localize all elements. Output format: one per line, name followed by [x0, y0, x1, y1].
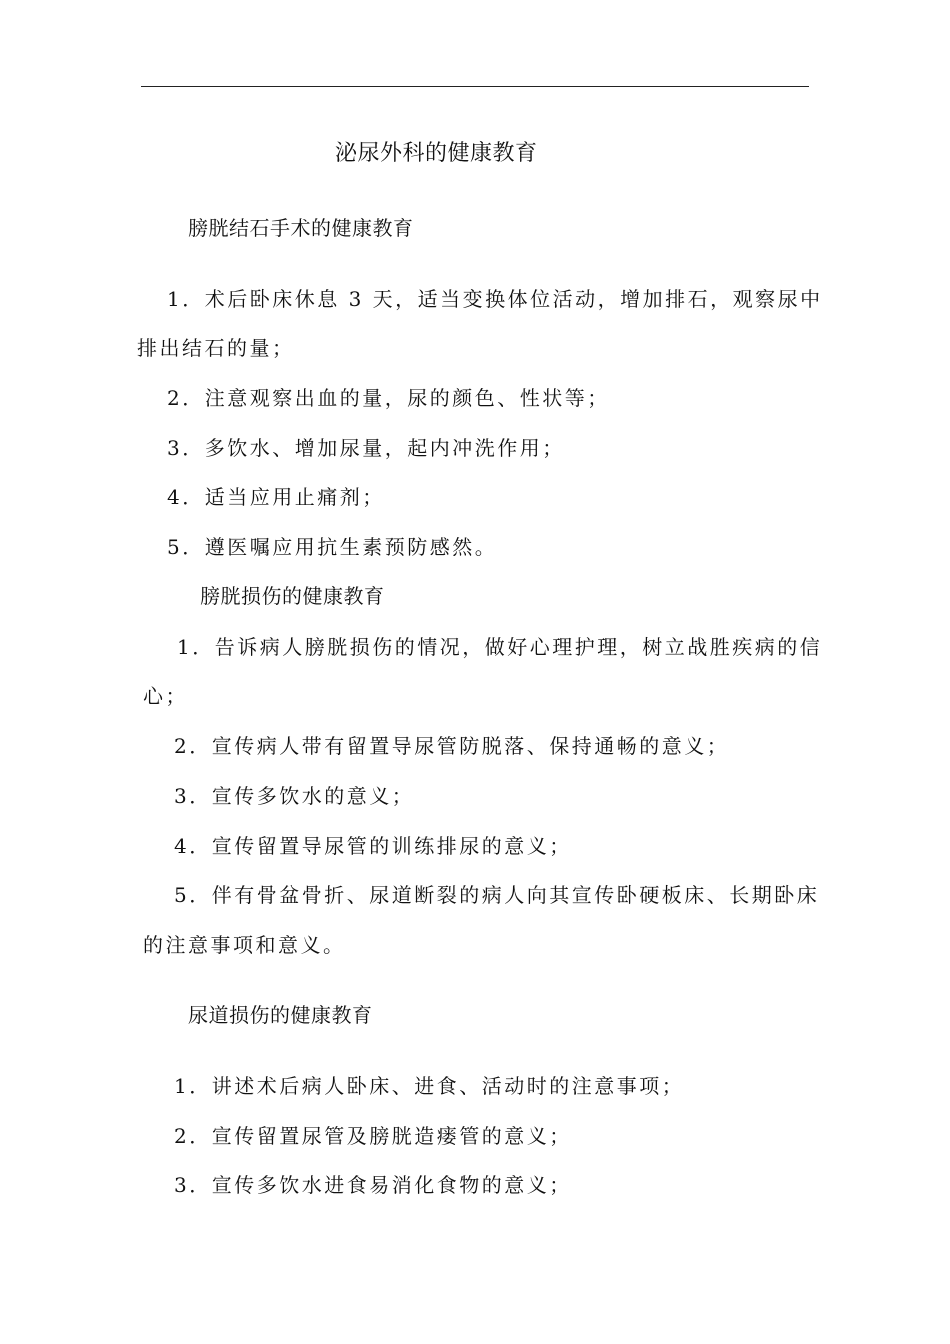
header-rule: [141, 86, 809, 87]
section-heading-urethral-injury: 尿道损伤的健康教育: [188, 1003, 373, 1027]
item-number: 4．: [167, 485, 205, 509]
list-item-continuation: 心；: [143, 684, 188, 708]
item-number: 3．: [174, 784, 212, 808]
item-number: 4．: [174, 834, 212, 858]
item-text: 宣传留置尿管及膀胱造瘘管的意义；: [211, 1124, 572, 1148]
list-item: [167, 386, 610, 410]
item-number: 5．: [174, 883, 212, 907]
list-item: [177, 635, 822, 659]
list-item-continuation: 排出结石的量；: [137, 336, 295, 360]
item-text: 适当应用止痛剂；: [204, 485, 385, 509]
item-text: 宣传多饮水进食易消化食物的意义；: [211, 1173, 572, 1197]
item-number: 1．: [174, 1074, 212, 1098]
item-number: 2．: [174, 734, 212, 758]
list-item: [167, 535, 497, 559]
document-title: 泌尿外科的健康教育: [335, 141, 538, 166]
item-number: 2．: [167, 386, 205, 410]
item-number: 5．: [167, 535, 205, 559]
item-text: 讲述术后病人卧床、进食、活动时的注意事项；: [211, 1074, 685, 1098]
section-heading-bladder-stone: 膀胱结石手术的健康教育: [188, 216, 414, 240]
list-item-continuation: 的注意事项和意义。: [143, 933, 346, 957]
list-item: [174, 734, 729, 758]
section-heading-bladder-injury: 膀胱损伤的健康教育: [200, 584, 385, 608]
item-text: 宣传多饮水的意义；: [211, 784, 415, 808]
list-item: [167, 436, 565, 460]
item-text: 术后卧床休息 3 天，适当变换体位活动，增加排石，观察尿中: [204, 287, 823, 311]
item-text: 宣传留置导尿管的训练排尿的意义；: [211, 834, 572, 858]
item-text: 伴有骨盆骨折、尿道断裂的病人向其宣传卧硬板床、长期卧床: [211, 883, 820, 907]
item-number: 1．: [177, 635, 215, 659]
list-item: [174, 784, 414, 808]
item-text: 宣传病人带有留置导尿管防脱落、保持通畅的意义；: [211, 734, 730, 758]
list-item: [174, 1124, 572, 1148]
list-item: [174, 883, 819, 907]
item-number: 3．: [167, 436, 205, 460]
list-item: [174, 834, 572, 858]
list-item: [174, 1074, 684, 1098]
item-text: 注意观察出血的量，尿的颜色、性状等；: [204, 386, 610, 410]
item-text: 遵医嘱应用抗生素预防感然。: [204, 535, 498, 559]
list-item: [174, 1173, 572, 1197]
item-text: 多饮水、增加尿量，起内冲洗作用；: [204, 436, 565, 460]
item-text: 告诉病人膀胱损伤的情况，做好心理护理，树立战胜疾病的信: [214, 635, 823, 659]
item-number: 2．: [174, 1124, 212, 1148]
list-item: [167, 287, 823, 311]
item-number: 3．: [174, 1173, 212, 1197]
item-number: 1．: [167, 287, 205, 311]
list-item: [167, 485, 385, 509]
